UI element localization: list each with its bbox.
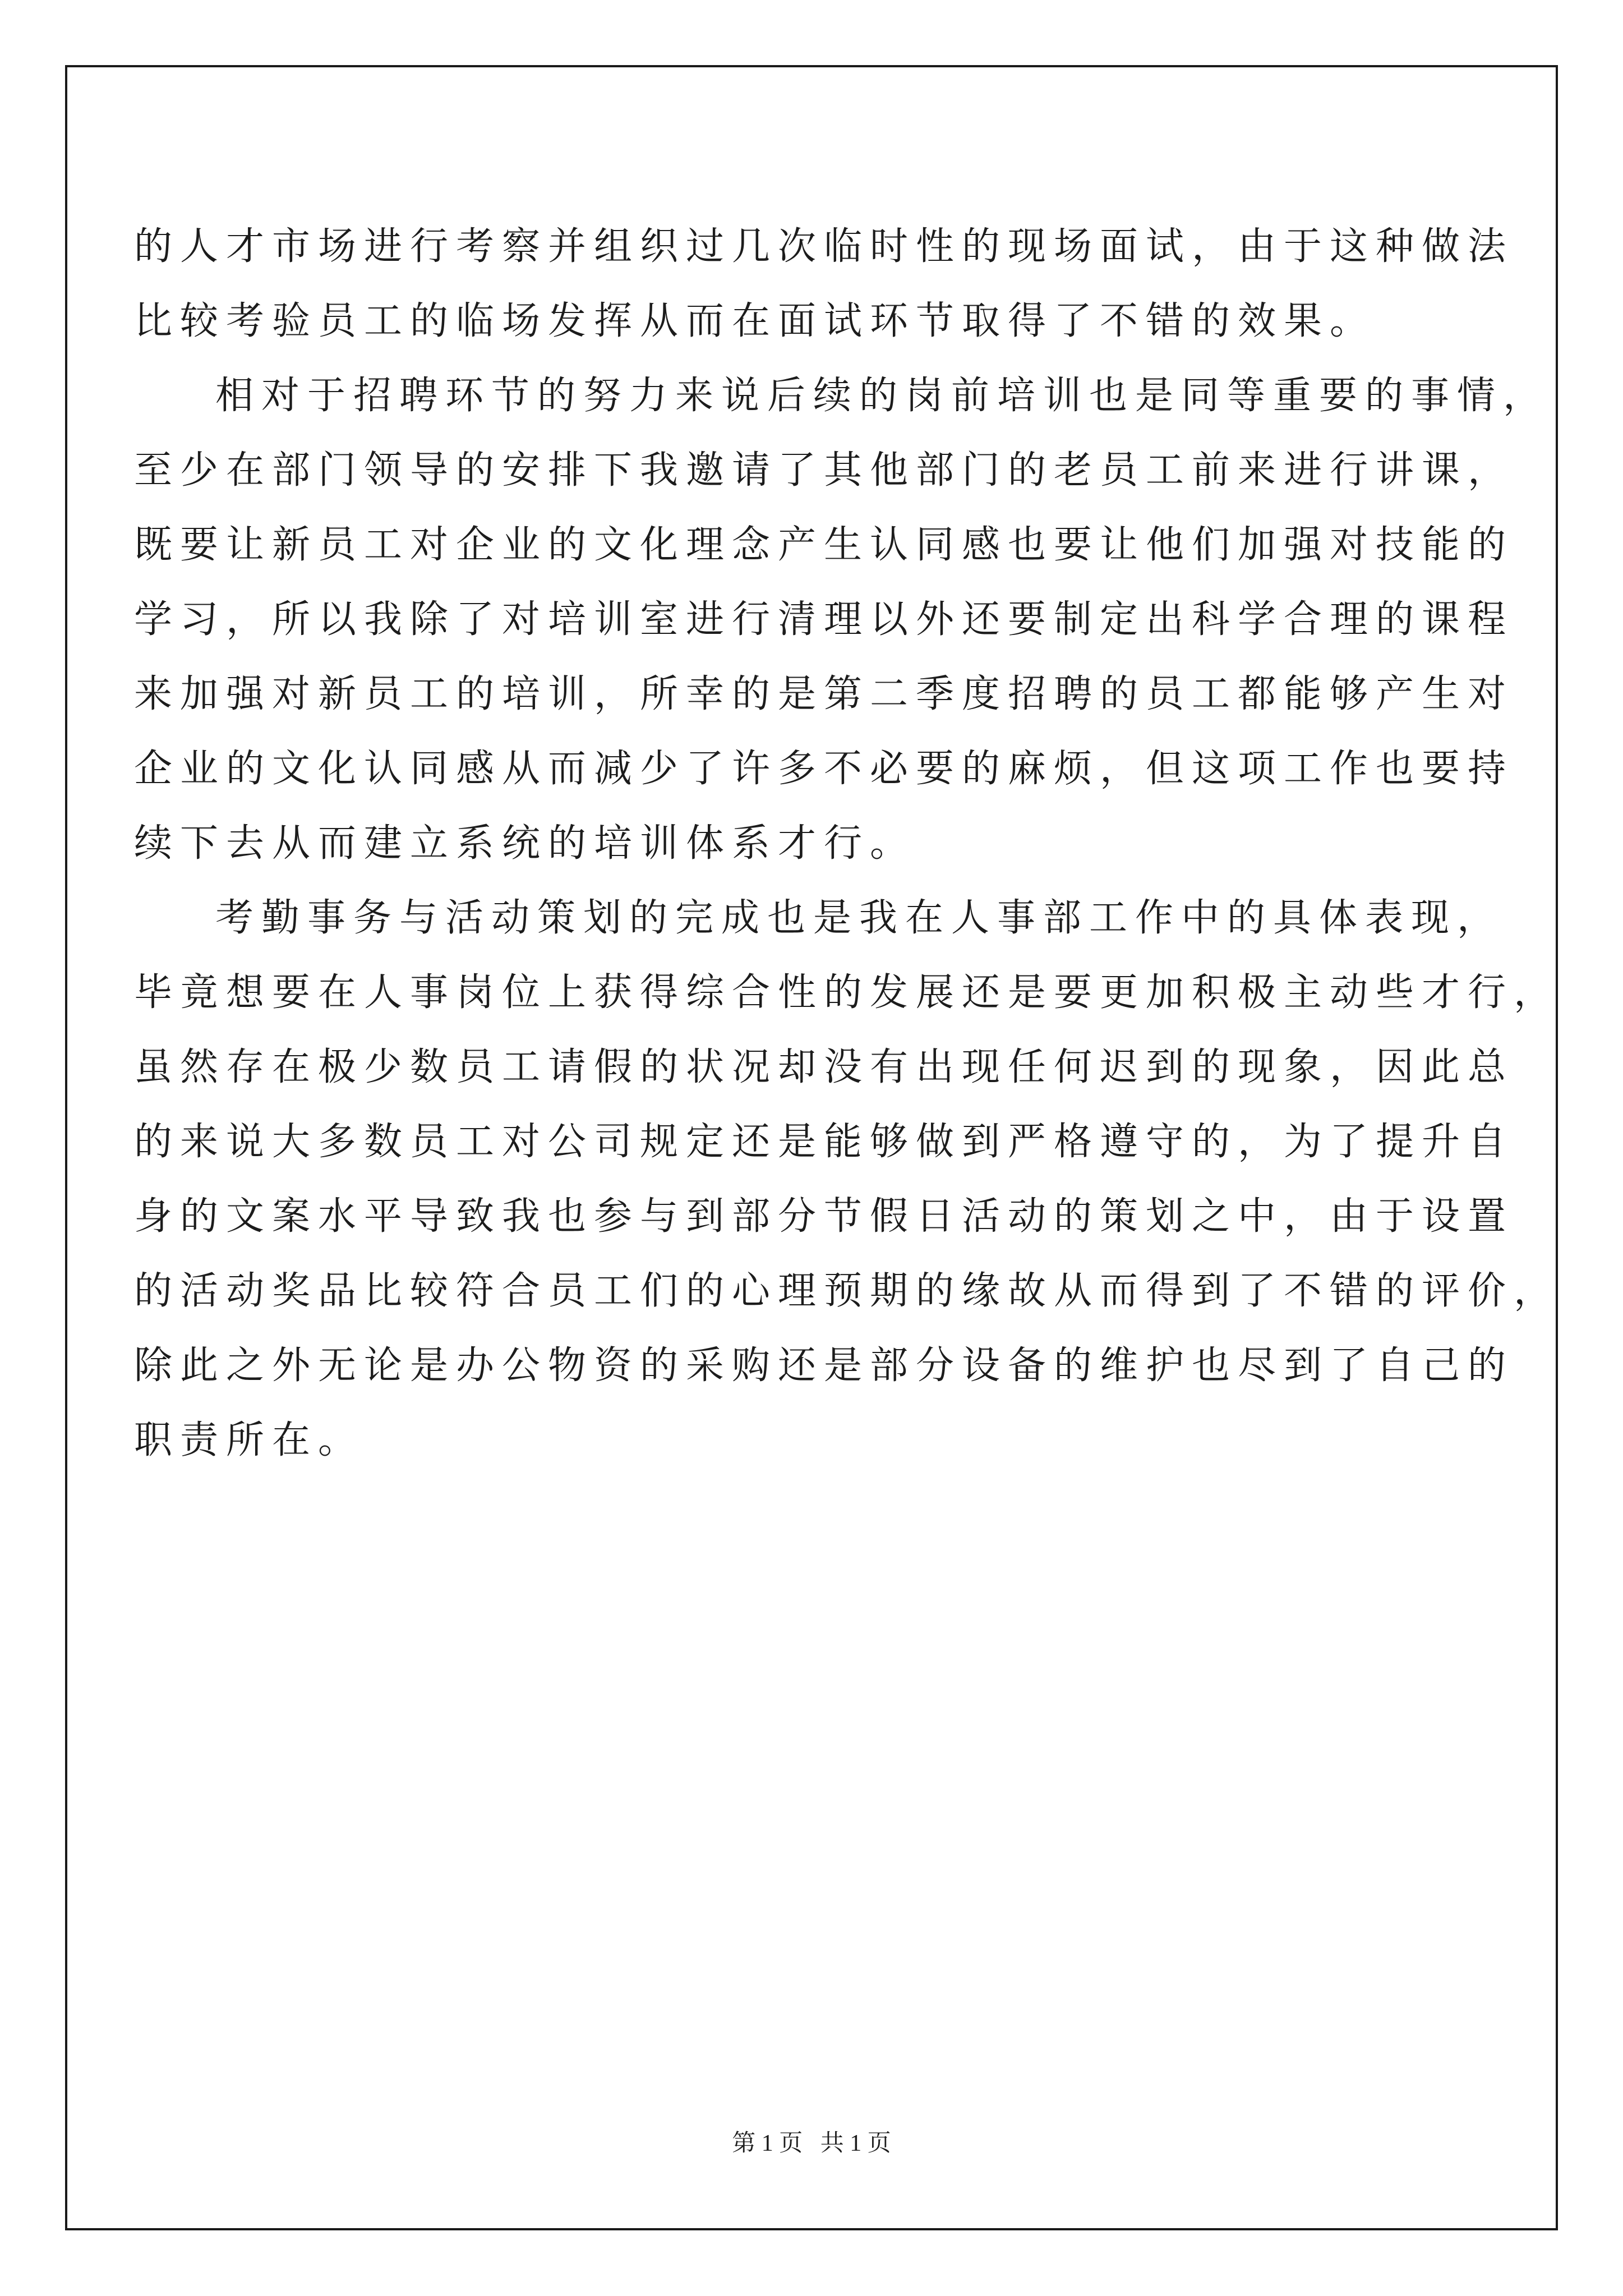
- text-line: 至少在部门领导的安排下我邀请了其他部门的老员工前来进行讲课，: [134, 448, 1514, 493]
- text-line: 除此之外无论是办公物资的采购还是部分设备的维护也尽到了自己的: [134, 1343, 1514, 1388]
- text-line: 比较考验员工的临场发挥从而在面试环节取得了不错的效果。: [134, 299, 1376, 343]
- paragraph-start-line: 考勤事务与活动策划的完成也是我在人事部工作中的具体表现，: [215, 896, 1504, 940]
- text-line: 学习，所以我除了对培训室进行清理以外还要制定出科学合理的课程: [134, 597, 1514, 642]
- text-line: 身的文案水平导致我也参与到部分节假日活动的策划之中，由于设置: [134, 1194, 1514, 1239]
- text-line: 来加强对新员工的培训，所幸的是第二季度招聘的员工都能够产生对: [134, 672, 1514, 716]
- text-line: 既要让新员工对企业的文化理念产生认同感也要让他们加强对技能的: [134, 523, 1514, 567]
- text-line: 毕竟想要在人事岗位上获得综合性的发展还是要更加积极主动些才行，: [134, 970, 1560, 1015]
- text-line: 的来说大多数员工对公司规定还是能够做到严格遵守的，为了提升自: [134, 1120, 1514, 1164]
- text-line: 的人才市场进行考察并组织过几次临时性的现场面试，由于这种做法: [134, 224, 1514, 269]
- text-line: 职责所在。: [134, 1418, 365, 1462]
- page-footer: 第 1 页 共 1 页: [732, 2131, 891, 2156]
- text-line: 虽然存在极少数员工请假的状况却没有出现任何迟到的现象，因此总: [134, 1045, 1514, 1089]
- text-line: 续下去从而建立系统的培训体系才行。: [134, 821, 916, 866]
- text-line: 的活动奖品比较符合员工们的心理预期的缘故从而得到了不错的评价，: [134, 1269, 1560, 1313]
- text-line: 企业的文化认同感从而减少了许多不必要的麻烦，但这项工作也要持: [134, 747, 1514, 791]
- paragraph-start-line: 相对于招聘环节的努力来说后续的岗前培训也是同等重要的事情，: [215, 374, 1550, 418]
